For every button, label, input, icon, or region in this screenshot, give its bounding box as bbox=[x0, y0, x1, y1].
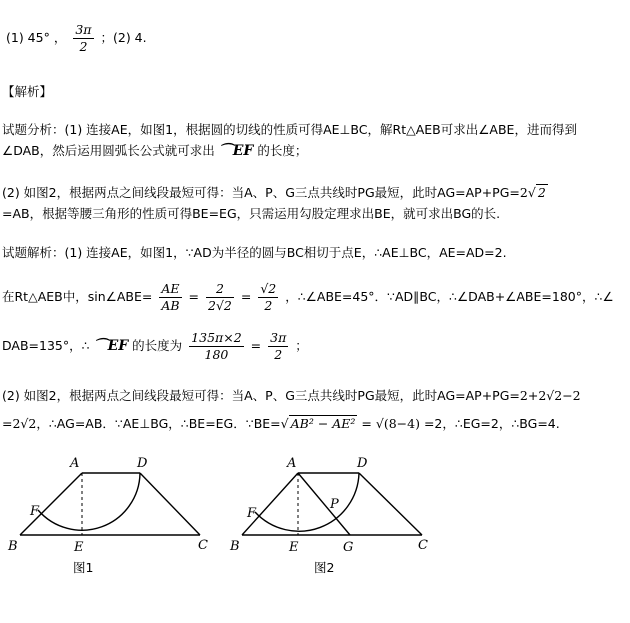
label-P: P bbox=[330, 497, 339, 512]
label-A: A bbox=[287, 456, 297, 471]
label-F: F bbox=[30, 504, 40, 519]
answer-fraction: $\frac{3\pi}{2}$ bbox=[75, 22, 92, 54]
answer-tail: ；(2) 4. bbox=[100, 30, 147, 45]
solution-line-4: (2) 如图2，根据两点之间线段最短可得：当A、P、G三点共线时PG最短，此时AG=AP+PG=2+2√2−2 bbox=[2, 388, 581, 403]
segment-ab bbox=[242, 473, 298, 535]
answer-line bbox=[6, 22, 147, 55]
arc-fd bbox=[255, 473, 359, 531]
label-C: C bbox=[418, 538, 428, 553]
figure-1 bbox=[0, 445, 230, 585]
section-title: 【解析】 bbox=[2, 84, 53, 99]
analysis-line-2: ∠DAB，然后运用圆弧长公式就可求出 ⌒EF 的长度； bbox=[2, 143, 308, 159]
label-C: C bbox=[198, 538, 208, 553]
solution-line-1: 试题解析：(1) 连接AE，如图1，∵AD为半径的圆与BC相切于点E，∴AE⊥BC，AE=AD=2. bbox=[2, 245, 507, 260]
label-E: E bbox=[289, 540, 299, 555]
solution-line-3: DAB=135°，∴ ⌒EF 的长度为 $\frac{135\pi\times 2}{180}$ = $\frac{3\pi}{2}$ ； bbox=[2, 330, 308, 362]
analysis-line-4: =AB，根据等腰三角形的性质可得BE=EG，只需运用勾股定理求出BE，就可求出BG的长. bbox=[2, 206, 501, 221]
caption-fig2: 图2 bbox=[314, 560, 335, 575]
solution-line-5: =2√2，∴AG=AB．∵AE⊥BG，∴BE=EG．∵BE=√ AB² − AE² = √(8−4) =2，∴EG=2，∴BG=4. bbox=[2, 416, 560, 431]
analysis-line-1: 试题分析：(1) 连接AE，如图1，根据圆的切线的性质可得AE⊥BC，解Rt△AEB可求出∠ABE，进而得到 bbox=[2, 122, 577, 137]
answer-sep: ， bbox=[53, 30, 67, 45]
arc-ef-symbol: ⌒EF bbox=[218, 143, 254, 159]
figure-2 bbox=[222, 445, 452, 585]
caption-fig1: 图1 bbox=[73, 560, 94, 575]
segment-dc bbox=[140, 473, 200, 535]
label-D: D bbox=[137, 456, 148, 471]
label-B: B bbox=[8, 539, 18, 554]
fraction-ae-ab: $\frac{AE}{AB}$ bbox=[161, 281, 180, 313]
segment-dc bbox=[359, 473, 422, 535]
fraction-root2-over-2: $\frac{√2}{2}$ bbox=[260, 281, 277, 313]
label-A: A bbox=[70, 456, 80, 471]
label-D: D bbox=[357, 456, 368, 471]
arc-ef-symbol-2: ⌒EF bbox=[93, 338, 129, 354]
label-G: G bbox=[343, 540, 354, 555]
label-E: E bbox=[74, 540, 84, 555]
fraction-arc-length: $\frac{135\pi\times 2}{180}$ bbox=[191, 330, 242, 362]
fraction-2-over-2root2: $\frac{2}{2√2}$ bbox=[208, 281, 232, 313]
fraction-3pi-over-2: $\frac{3\pi}{2}$ bbox=[270, 330, 287, 362]
label-B: B bbox=[230, 539, 240, 554]
analysis-line-3: (2) 如图2，根据两点之间线段最短可得：当A、P、G三点共线时PG最短，此时AG=AP+PG=2√ 2 bbox=[2, 185, 546, 200]
answer-part1: (1) 45° bbox=[6, 30, 50, 45]
label-F: F bbox=[247, 506, 257, 521]
solution-line-2: 在Rt△AEB中，sin∠ABE= $\frac{AE}{AB}$ = $\frac{2}{2√2}$ = $\frac{√2}{2}$ ，∴∠ABE=45°．∵AD∥BC，∴∠DAB+∠ABE=180°，∴∠ bbox=[2, 281, 614, 313]
